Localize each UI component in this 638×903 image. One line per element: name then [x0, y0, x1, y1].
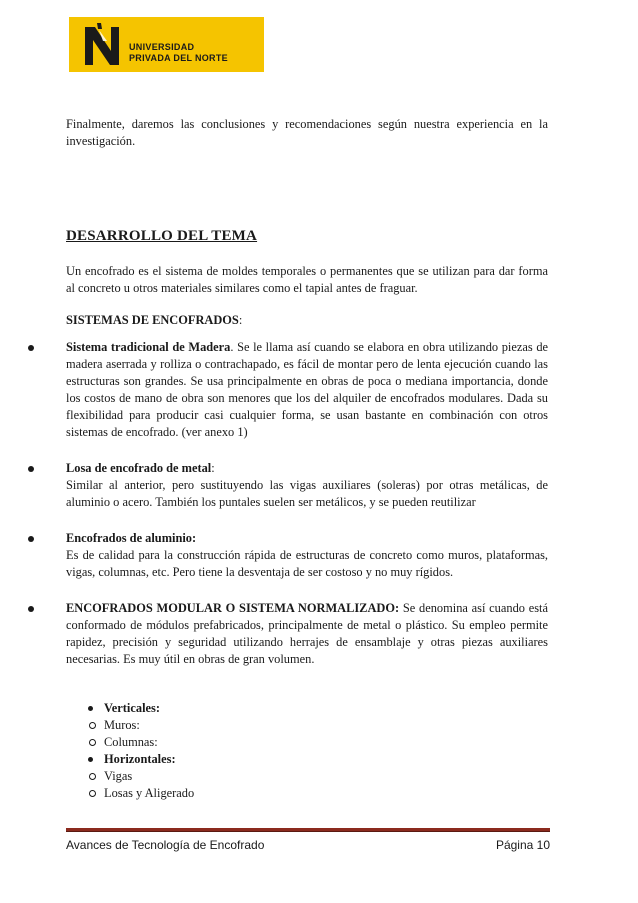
- section-title: DESARROLLO DEL TEMA: [66, 228, 258, 244]
- sublist-item: [82, 768, 548, 785]
- circle-bullet-icon: [89, 790, 96, 797]
- item-title: ENCOFRADOS MODULAR O SISTEMA NORMALIZADO:: [66, 601, 400, 615]
- item-title: Encofrados de aluminio:: [66, 531, 197, 545]
- bullet-icon: [28, 466, 34, 472]
- list-item-madera: [66, 339, 548, 441]
- list-item-metal: [66, 460, 548, 511]
- bullet-icon: [28, 345, 34, 351]
- item-paragraph: [66, 600, 548, 668]
- item-paragraph: [66, 339, 548, 441]
- item-text: Se le llama así cuando se elabora en obra utilizando piezas de madera aserrada y rolliza o contrachapado, es fácil de montar pero de lenta ejecución cuando las estructuras son grandes. Se usa principalmente en obras de poca o mediana importancia, donde los costos de mano de obra son menores que los del alquiler de encofrados modulares. Dada su flexibilidad para producir casi cualquier forma, se usan bastante en combinación con otros sistemas de encofrado. (ver anexo 1): [66, 340, 549, 439]
- logo-text: [129, 42, 261, 64]
- formwork-types-list: [66, 700, 548, 802]
- sublist-item: [82, 717, 548, 734]
- bullet-icon: [28, 536, 34, 542]
- bullet-icon: [28, 606, 34, 612]
- list-item-modular: [66, 600, 548, 668]
- logo-line-1: UNIVERSIDAD: [129, 42, 195, 52]
- item-sep: :: [211, 461, 215, 475]
- item-title: Losa de encofrado de metal: [66, 461, 212, 475]
- circle-bullet-icon: [89, 722, 96, 729]
- systems-colon: :: [238, 313, 243, 327]
- sublist-item: [82, 734, 548, 751]
- footer-page-number: Página 10: [495, 838, 550, 852]
- sublist-heading-label: Horizontales:: [104, 752, 176, 766]
- sublist-heading-horizontales: [82, 751, 548, 768]
- circle-bullet-icon: [89, 739, 96, 746]
- sublist-item-label: Muros:: [104, 718, 140, 732]
- item-text: Se denomina así cuando está conformado de módulos prefabricados, principalmente de metal o plástico. Su empleo permite rapidez, precisión y seguridad utilizando herrajes de ensamblaje y otras piezas auxiliares necesarias. Es muy útil en obras de gran volumen.: [66, 601, 548, 666]
- logo-n-emblem-icon: [79, 21, 127, 69]
- intro-paragraph: Finalmente, daremos las conclusiones y recomendaciones según nuestra experiencia en la investigación.: [66, 117, 548, 148]
- footer-document-title: Avances de Tecnología de Encofrado: [66, 838, 265, 852]
- sublist-item: [82, 785, 548, 802]
- bullet-icon: [88, 706, 93, 711]
- sublist-item-label: Vigas: [104, 769, 133, 783]
- bullet-icon: [88, 757, 93, 762]
- sublist-item-label: Losas y Aligerado: [104, 786, 195, 800]
- item-text: Es de calidad para la construcción rápida de estructuras de concreto como muros, plataformas, vigas, columnas, etc. Pero tiene la desventaja de ser costoso y no muy rígidos.: [66, 548, 548, 579]
- item-title: Sistema tradicional de Madera: [66, 340, 231, 354]
- document-body: [66, 116, 548, 802]
- item-paragraph: [66, 460, 548, 511]
- list-item-aluminio: [66, 530, 548, 581]
- systems-subtitle: [66, 312, 548, 329]
- sublist-item-label: Columnas:: [104, 735, 158, 749]
- item-text: Similar al anterior, pero sustituyendo las vigas auxiliares (soleras) por otras metálicas, de aluminio o acero. También los puntales suelen ser metálicos, y se pueden reutilizar: [66, 478, 548, 509]
- university-logo: [69, 17, 264, 72]
- sublist-heading-verticales: [82, 700, 548, 717]
- systems-title: SISTEMAS DE ENCOFRADOS: [66, 313, 239, 327]
- footer-divider: [66, 828, 550, 832]
- circle-bullet-icon: [89, 773, 96, 780]
- logo-line-2: PRIVADA DEL NORTE: [129, 53, 228, 63]
- definition-paragraph: Un encofrado es el sistema de moldes temporales o permanentes que se utilizan para dar forma al concreto u otros materiales similares como el tapial antes de fraguar.: [66, 264, 548, 295]
- item-paragraph: [66, 530, 548, 581]
- sublist-heading-label: Verticales:: [104, 701, 160, 715]
- item-sep: .: [230, 340, 234, 354]
